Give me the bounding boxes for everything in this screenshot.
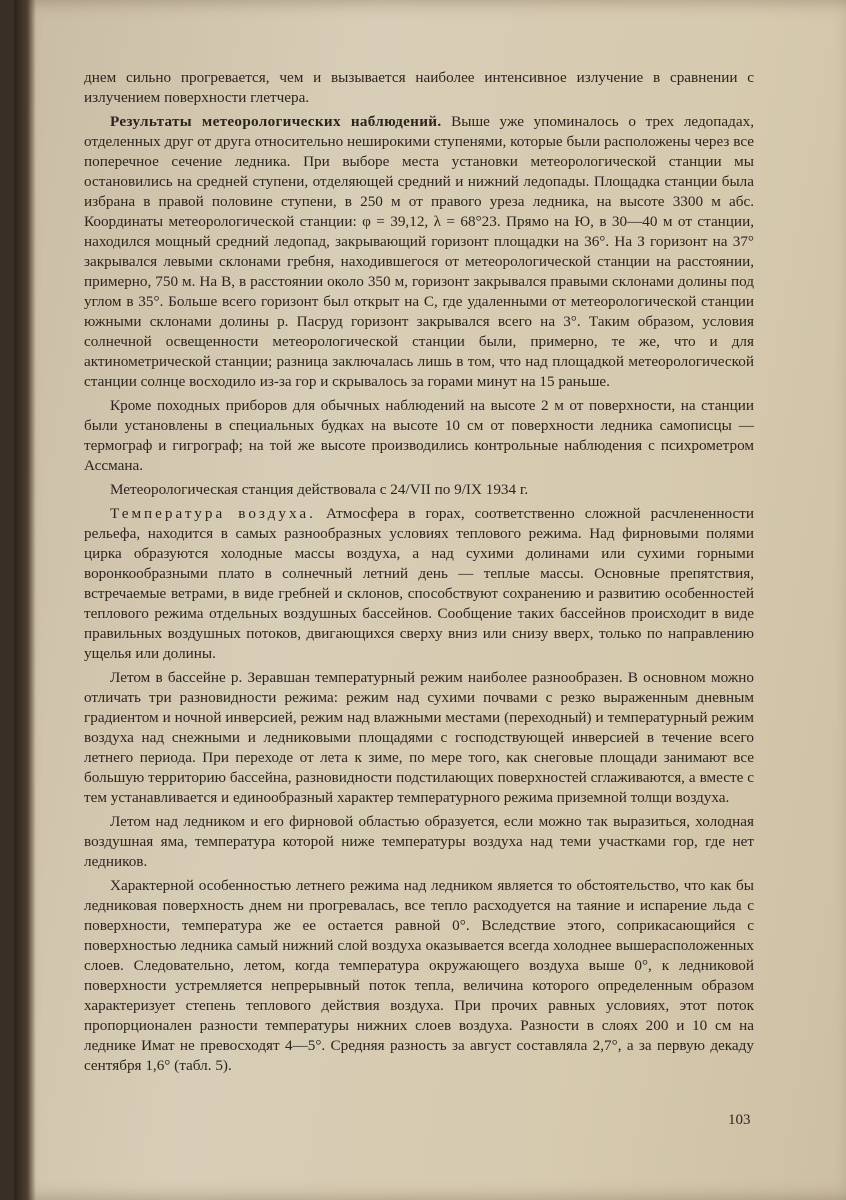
book-spine-shadow [14,0,36,1200]
paragraph-2 [84,112,754,392]
body-text [84,68,754,1080]
book-page [14,0,846,1200]
paragraph-7: Летом над ледником и его фирновой областью образуется, если можно так выразиться, холодная воздушная яма, температура которой ниже температуры воздуха над теми участками гор, где нет ледников. [84,813,754,870]
page-number: 103 [728,1112,751,1128]
section-heading: Результаты метеорологических наблюдений. [110,113,442,130]
paragraph-3: Кроме походных приборов для обычных наблюдений на высоте 2 м от поверхности, на станции были установлены в специальных будках на высоте 10 см от поверхности ледника самописцы — термограф и гигрограф; на той же высоте производились контрольные наблюдения с психрометром Ассмана. [84,397,754,474]
paragraph-4: Метеорологическая станция действовала с 24/VII по 9/IX 1934 г. [110,481,529,498]
paragraph-5 [84,504,754,664]
subsection-heading: Температура воздуха. [110,505,316,522]
paragraph-1: днем сильно прогревается, чем и вызывается наиболее интенсивное излучение в сравнении с излучением поверхности глетчера. [84,69,754,106]
paragraph-5-text: Атмосфера в горах, соответственно сложной расчлененности рельефа, находится в самых разнообразных условиях теплового режима. Над фирновыми полями цирка образуются холодные массы воздуха, а над сухими долинами или сухими горными воронкообразными плато в солнечный летний день — теплые массы. Основные препятствия, встречаемые ветрами, в виде гребней и склонов, способствуют сохранению и развитию особенностей теплового режима отдельных воздушных бассейнов. Сообщение таких бассейнов происходит в виде правильных воздушных потоков, двигающихся сверху вниз или снизу вверх, только по направлению ущелья или долины. [84,505,755,662]
paragraph-6: Летом в бассейне р. Зеравшан температурный режим наиболее разнообразен. В основном можно отличать три разновидности режима: режим над сухими почвами с резко выраженным дневным градиентом и ночной инверсией, режим над влажными местами (переходный) и температурный режим воздуха над снежными и ледниковыми площадями с господствующей инверсией в течение всего летнего периода. При переходе от лета к зиме, по мере того, как снеговые площади занимают все большую территорию бассейна, разновидности подстилающих поверхностей сглаживаются, а вместе с тем устанавливается и единообразный характер температурного режима приземной толщи воздуха. [84,669,754,806]
paragraph-2-text: Выше уже упоминалось о трех ледопадах, отделенных друг от друга относительно неширокими ступенями, которые были расположены через все поперечное сечение ледника. При выборе места установки метеорологической станции мы остановились на средней ступени, отделяющей средний и нижний ледопады. Площадка станции была избрана в правой половине ступени, в 250 м от правого уреза ледника, на высоте 3300 м абс. Координаты метеорологической станции: φ = 39,12, λ = 68°23. Прямо на Ю, в 30—40 м от станции, находился мощный средний ледопад, закрывающий горизонт площадки на 36°. На З горизонт на 37° закрывался левыми склонами гребня, находившегося от метеорологической станции на расстоянии, примерно, 750 м. На В, в расстоянии около 350 м, горизонт закрывался правыми склонами долины под углом в 35°. Больше всего горизонт был открыт на С, где удаленными от метеорологической станции южными склонами долины р. Пасруд горизонт закрывался всего на 3°. Таким образом, условия солнечной освещенности метеорологической станции были, примерно, те же, что и для актинометрической станции; разница заключалась лишь в том, что над площадкой метеорологической станции солнце восходило из-за гор и скрывалось за горами минут на 15 раньше. [84,113,755,390]
paragraph-8: Характерной особенностью летнего режима над ледником является то обстоятельство, что как бы ледниковая поверхность днем ни прогревалась, все тепло расходуется на таяние и испарение льда с поверхности, температура же ее остается равной 0°. Вследствие этого, соприкасающийся с поверхностью ледника самый нижний слой воздуха оказывается всегда холоднее вышерасположенных слоев. Следовательно, летом, когда температура окружающего воздуха выше 0°, к ледниковой поверхности устремляется непрерывный поток тепла, величина которого определенным образом характеризует степень теплового действия воздуха. При прочих равных условиях, этот поток пропорционален разности температуры нижних слоев воздуха. Разности в слоях 200 и 10 см на леднике Имат не превосходят 4—5°. Средняя разность за август составляла 2,7°, а за первую декаду сентября 1,6° (табл. 5). [84,877,754,1074]
